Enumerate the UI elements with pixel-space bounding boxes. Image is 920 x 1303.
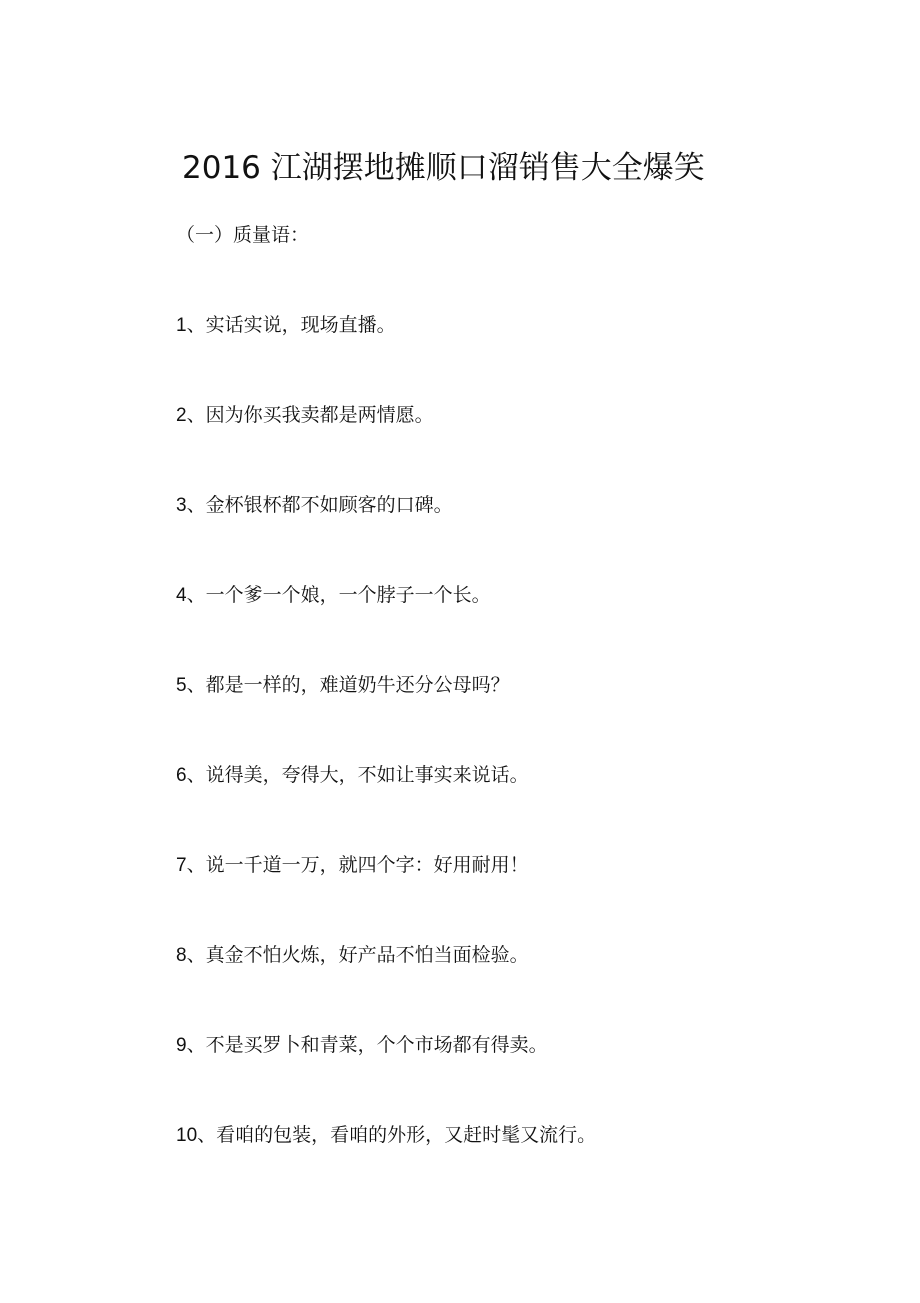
item-text: 、说得美，夸得大，不如让事实来说话。 [186, 764, 529, 786]
phrase-list [176, 312, 596, 1212]
item-number: 2 [176, 405, 187, 426]
list-item [176, 942, 596, 1032]
list-item [176, 1122, 596, 1212]
item-text: 、实话实说，现场直播。 [186, 314, 396, 336]
list-item [176, 762, 596, 852]
list-item [176, 312, 596, 402]
item-text: 、金杯银杯都不如顾客的口碑。 [186, 494, 453, 516]
item-text: 、一个爹一个娘，一个脖子一个长。 [186, 584, 491, 606]
item-number: 5 [176, 675, 187, 696]
item-text: 、看咱的包装，看咱的外形，又赶时髦又流行。 [197, 1124, 597, 1146]
list-item [176, 852, 596, 942]
item-text: 、说一千道一万，就四个字：好用耐用！ [186, 854, 529, 876]
item-number: 8 [176, 945, 187, 966]
item-number: 7 [176, 855, 187, 876]
item-text: 、都是一样的，难道奶牛还分公母吗？ [186, 674, 510, 696]
item-text: 、因为你买我卖都是两情愿。 [186, 404, 434, 426]
item-text: 、不是买罗卜和青菜，个个市场都有得卖。 [186, 1034, 548, 1056]
item-number: 6 [176, 765, 187, 786]
document-title: 2016 江湖摆地摊顺口溜销售大全爆笑 [182, 150, 705, 186]
item-number: 4 [176, 585, 187, 606]
list-item [176, 582, 596, 672]
item-text: 、真金不怕火炼，好产品不怕当面检验。 [186, 944, 529, 966]
section-heading: （一）质量语： [176, 224, 310, 246]
list-item [176, 492, 596, 582]
list-item [176, 672, 596, 762]
list-item [176, 1032, 596, 1122]
list-item [176, 402, 596, 492]
item-number: 9 [176, 1035, 187, 1056]
item-number: 1 [176, 315, 187, 336]
item-number: 10 [176, 1125, 198, 1146]
item-number: 3 [176, 495, 187, 516]
